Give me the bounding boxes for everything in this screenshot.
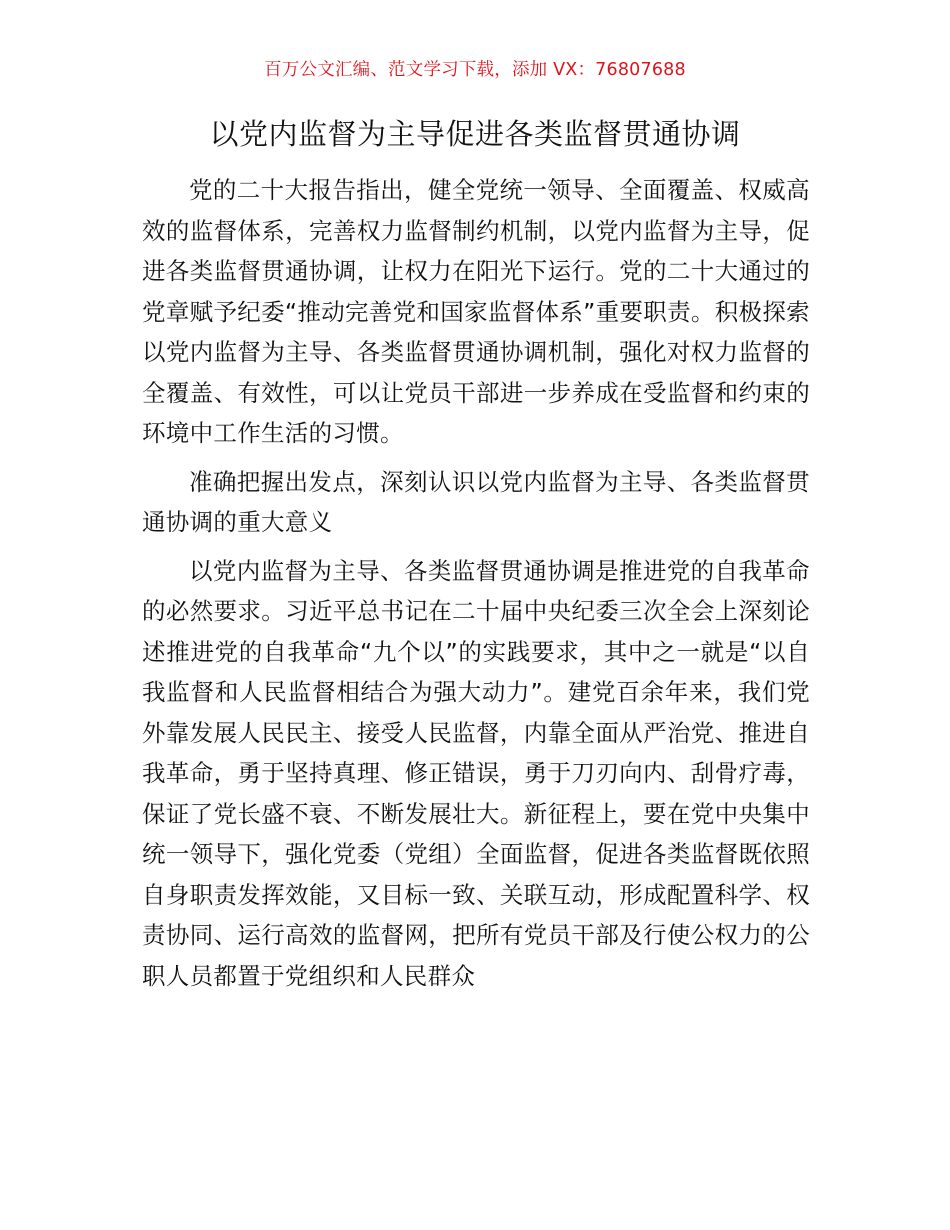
document-body xyxy=(142,170,810,1004)
paragraph-section-heading: 准确把握出发点，深刻认识以党内监督为主导、各类监督贯通协调的重大意义 xyxy=(142,467,810,536)
header-note: 百万公文汇编、范文学习下载，添加 VX：76807688 xyxy=(264,60,686,80)
paragraph-significance: 以党内监督为主导、各类监督贯通协调是推进党的自我革命的必然要求。习近平总书记在二十届中央纪委三次全会上深刻论述推进党的自我革命“九个以”的实践要求，其中之一就是“以自我监督和人民监督相结合为强大动力”。建党百余年来，我们党外靠发展人民民主、接受人民监督，内靠全面从严治党、推进自我革命，勇于坚持真理、修正错误，勇于刀刃向内、刮骨疗毒，保证了党长盛不衰、不断发展壮大。新征程上，要在党中央集中统一领导下，强化党委（党组）全面监督，促进各类监督既依照自身职责发挥效能，又目标一致、关联互动，形成配置科学、权责协同、运行高效的监督网，把所有党员干部及行使公权力的公职人员都置于党组织和人民群众 xyxy=(142,556,810,990)
document-title: 以党内监督为主导促进各类监督贯通协调 xyxy=(209,117,741,151)
paragraph-intro: 党的二十大报告指出，健全党统一领导、全面覆盖、权威高效的监督体系，完善权力监督制约机制，以党内监督为主导，促进各类监督贯通协调，让权力在阳光下运行。党的二十大通过的党章赋予纪委“推动完善党和国家监督体系”重要职责。积极探索以党内监督为主导、各类监督贯通协调机制，强化对权力监督的全覆盖、有效性，可以让党员干部进一步养成在受监督和约束的环境中工作生活的习惯。 xyxy=(142,176,810,447)
